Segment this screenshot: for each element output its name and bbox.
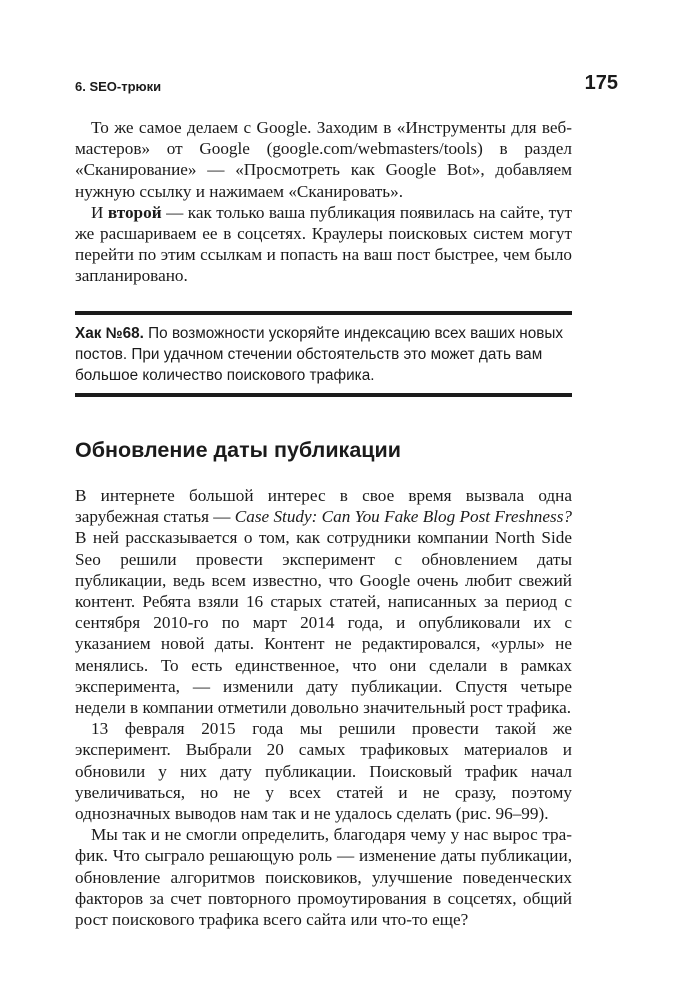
paragraph xyxy=(75,202,572,287)
hack-callout xyxy=(75,323,572,386)
hack-bottom-rule xyxy=(75,393,572,397)
paragraph: 13 февраля 2015 года мы решили провести такой же эксперимент. Выбрали 20 самых трафиковых материалов и обновили у них дату публикации. Поисковый трафик начал увеличиваться, но не у всех статей и не сразу, поэтому однозначных выводов нам так и не удалось сделать (рис. 96–99). xyxy=(75,719,572,824)
paragraph-part: В ней рассказывается о том, как сотрудники компании North Side Seo решили провести эксперимент с обновлением даты публикации, ведь всем известно, что Google очень любит свежий контент. Ребята взяли 16 старых статей, написанных за период с сентября 2010-го по март 2014 года, и опубликовали их с указанием новой даты. Контент не редактировался, «урлы» не менялись. То есть единственное, что они сделали в рамках эксперимента, — изменили дату публикации. Спустя четыре недели в компании отметили довольно значительный рост трафика. xyxy=(75,528,572,718)
paragraph: Мы так и не смогли определить, благодаря чему у нас вырос трафик. Что сыграло решающую роль — изменение даты публикации, обновление алгоритмов поисковиков, улучшение поведенческих факторов за счет повторного промоутирования в соцсетях, общий рост поискового трафика всего сайта или что-то еще? xyxy=(75,825,572,930)
paragraph-rest: — как только ваша публикация появилась на сайте, тут же расшариваем ее в соцсетях. Краулеры поисковых систем могут перейти по этим ссылкам и попасть на ваш пост быстрее, чем было запланировано. xyxy=(75,202,572,286)
page-number: 175 xyxy=(584,72,618,94)
section-text xyxy=(75,485,572,930)
paragraph: То же самое делаем с Google. Заходим в «Инструменты для вебмастеров» от Google (google.com/webmasters/tools) в раздел «Сканирование» — «Просмотреть как Google Bot», добавляем нужную ссылку и нажимаем «Сканировать». xyxy=(75,118,572,201)
running-head: 6. SEO-трюки xyxy=(75,79,162,94)
bold-term: второй xyxy=(107,202,162,222)
article-title: Case Study: Can You Fake Blog Post Freshness? xyxy=(234,507,572,527)
intro-text xyxy=(75,117,572,287)
paragraph-part: В интернете большой интерес в свое время вызвала одна зарубежная статья — xyxy=(75,486,572,527)
hack-text: По возможности ускоряйте индексацию всех ваших новых постов. При удачном стечении обстоятельств это может дать вам большое количество поискового трафика. xyxy=(75,325,564,384)
hack-top-rule xyxy=(75,311,572,315)
hack-label: Хак №68. xyxy=(75,325,144,342)
section-title: Обновление даты публикации xyxy=(75,438,401,462)
paragraph xyxy=(75,485,572,718)
paragraph-lead: И xyxy=(91,202,108,222)
